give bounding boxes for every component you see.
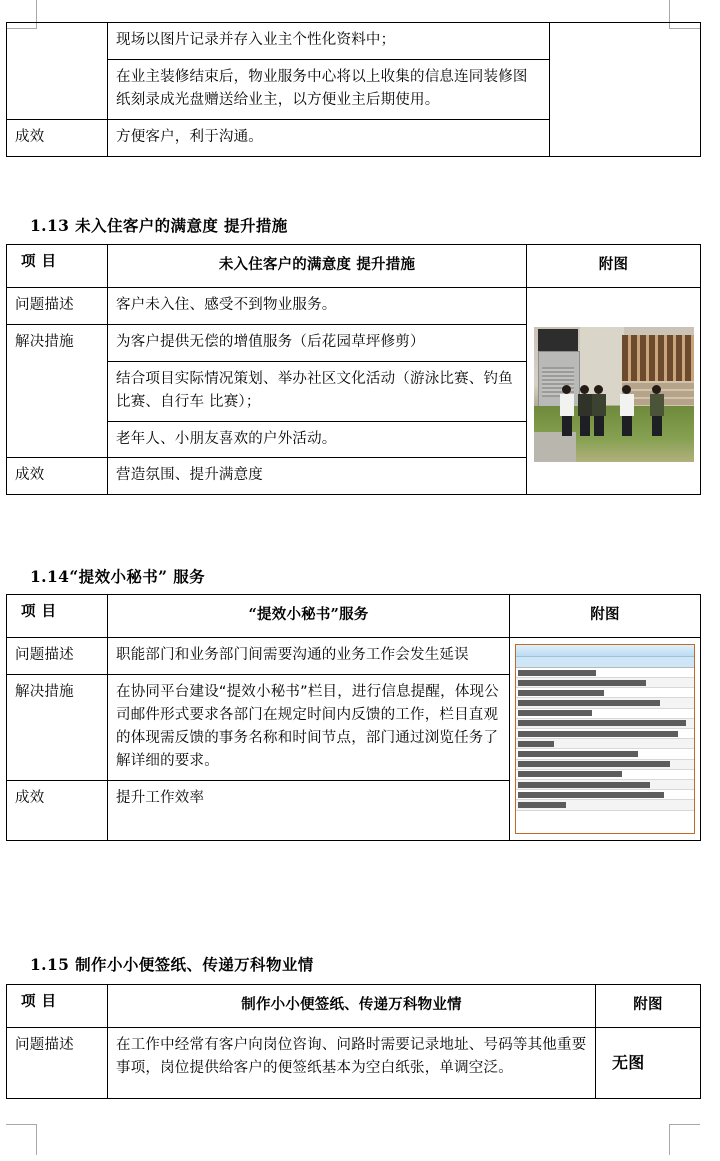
table-header-row (7, 985, 701, 1028)
table-header-row (7, 245, 701, 288)
screenshot-row (516, 719, 694, 729)
cell-label: 成效 (7, 119, 108, 156)
screenshot-row (516, 760, 694, 770)
cell-text: 职能部门和业务部门间需要沟通的业务工作会发生延误 (108, 637, 510, 674)
column-header-item: 项 目 (7, 245, 108, 288)
screenshot-row (516, 749, 694, 759)
cell-text: 在业主装修结束后，物业服务中心将以上收集的信息连同装修图纸刻录成光盘赠送给业主，以方便业主后期使用。 (108, 59, 550, 119)
photo-lawn-trimming (534, 327, 694, 462)
cell-figure-none: 无图 (596, 1027, 701, 1098)
screenshot-row (516, 790, 694, 800)
screenshot-row (516, 698, 694, 708)
column-header-item: 项 目 (7, 595, 108, 638)
cell-text: 提升工作效率 (108, 780, 510, 840)
column-header-item: 项 目 (7, 985, 108, 1028)
screenshot-selected-row (516, 657, 694, 668)
cell-label: 问题描述 (7, 637, 108, 674)
table-row (7, 287, 701, 324)
section-heading-113: 1.13 未入住客户的满意度 提升措施 (30, 216, 288, 235)
table-row (7, 23, 701, 60)
section-heading-115: 1.15 制作小小便签纸、传递万科物业情 (30, 955, 314, 974)
screenshot-row (516, 668, 694, 678)
screenshot-row (516, 770, 694, 780)
cell-figure-114 (510, 637, 701, 840)
cell-text: 在协同平台建设“提效小秘书”栏目，进行信息提醒，体现公司邮件形式要求各部门在规定时间内反馈的工作，栏目直观的体现需反馈的事务名称和时间节点，部门通过浏览任务了解详细的要求。 (108, 674, 510, 780)
crop-mark-bottom-left (6, 1124, 37, 1155)
cell-text: 营造氛围、提升满意度 (108, 458, 527, 495)
cell-label: 解决措施 (7, 324, 108, 458)
cell-figure-113 (527, 287, 701, 494)
column-header-figure: 附图 (527, 245, 701, 288)
table-row (7, 637, 701, 674)
cell-text: 客户未入住、感受不到物业服务。 (108, 287, 527, 324)
section-heading-114: 1.14“提效小秘书” 服务 (30, 567, 206, 586)
cell-text: 结合项目实际情况策划、举办社区文化活动（游泳比赛、钓鱼比赛、自行车 比赛）； (108, 361, 527, 421)
cell-text: 老年人、小朋友喜欢的户外活动。 (108, 421, 527, 458)
screenshot-row (516, 800, 694, 810)
column-header-figure: 附图 (596, 985, 701, 1028)
cell-label-empty (7, 23, 108, 120)
table-row (7, 1027, 701, 1098)
screenshot-row (516, 709, 694, 719)
screenshot-row (516, 678, 694, 688)
column-header-title: 制作小小便签纸、传递万科物业情 (108, 985, 596, 1028)
screenshot-bottom-padding (516, 811, 694, 821)
cell-label: 成效 (7, 458, 108, 495)
cell-label: 问题描述 (7, 287, 108, 324)
cell-text: 在工作中经常有客户向岗位咨询、问路时需要记录地址、号码等其他重要事项，岗位提供给客户的便签纸基本为空白纸张，单调空泛。 (108, 1027, 596, 1098)
screenshot-row (516, 688, 694, 698)
screenshot-assistant-message-list (515, 644, 695, 834)
screenshot-row (516, 780, 694, 790)
screenshot-row (516, 739, 694, 749)
table-section-114 (6, 594, 701, 841)
cell-label: 成效 (7, 780, 108, 840)
cell-text: 方便客户，利于沟通。 (108, 119, 550, 156)
column-header-title: “提效小秘书”服务 (108, 595, 510, 638)
screenshot-titlebar (516, 645, 694, 657)
column-header-title: 未入住客户的满意度 提升措施 (108, 245, 527, 288)
screenshot-row (516, 729, 694, 739)
table-section-115 (6, 984, 701, 1099)
cell-label: 问题描述 (7, 1027, 108, 1098)
crop-mark-bottom-right (669, 1124, 700, 1155)
cell-label: 解决措施 (7, 674, 108, 780)
cell-text: 现场以图片记录并存入业主个性化资料中； (108, 23, 550, 60)
cell-figure-empty (550, 23, 701, 157)
column-header-figure: 附图 (510, 595, 701, 638)
table-header-row (7, 595, 701, 638)
cell-text: 为客户提供无偿的增值服务（后花园草坪修剪） (108, 324, 527, 361)
table-continued-previous-section (6, 22, 701, 157)
table-section-113 (6, 244, 701, 495)
